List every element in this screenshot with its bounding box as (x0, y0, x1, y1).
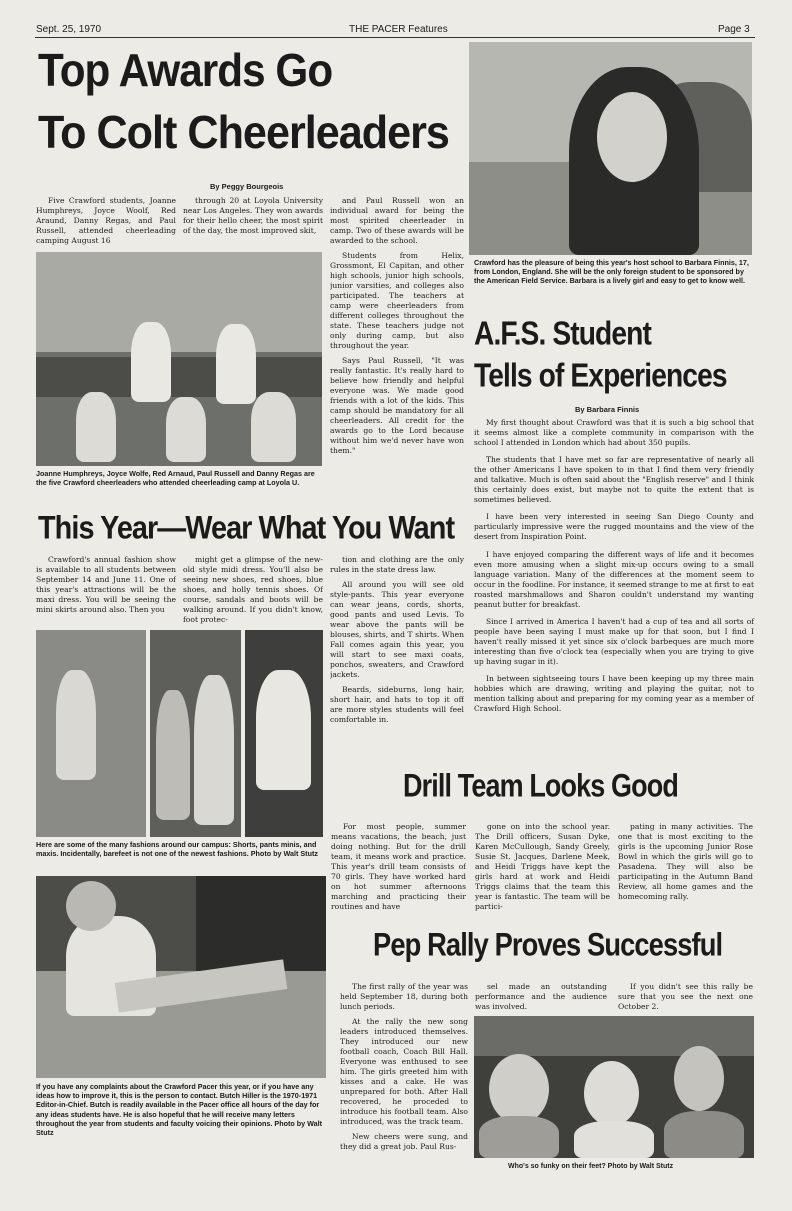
pep-col1: The first rally of the year was held September 18, during both lunch periods. At the rally the new song leaders introduced themselves. They introduced our new football coach, Coach Bill Hall. Everyone was enthused to see him. The girls greeted him with kisses and a cake. He was unprepared for both. After Hall recovered, he proceded to introduce his football team. Also introduced, was the track team. New cheers were sung, and they did a great job. Paul Rus- (340, 982, 468, 1152)
host-caption: Crawford has the pleasure of being this year's host school to Barbara Finnis, 17, from London, England. She will be the only foreign student to be sponsored by the American Field Service. Barbara is a lively girl and easy to get to know well. (474, 258, 749, 286)
fashion-caption: Here are some of the many fashions around our campus: Shorts, pants minis, and maxis. Incidentally, barefeet is not one of the newest fashions. Photo by Walt Stutz (36, 840, 318, 859)
drill-col1: For most people, summer means vacations, the beach, just doing nothing. But for the drill team, it means work and practice. This year's drill team consists of 70 girls. They have worked hard on hot summer afternoons marching and practicing their routines and have (331, 822, 466, 912)
pep-rally-photo (474, 1016, 754, 1158)
barbara-finnis-photo (469, 42, 752, 255)
cheer-headline-2: To Colt Cheerleaders (38, 106, 449, 159)
editor-caption: If you have any complaints about the Crawford Pacer this year, or if you have any ideas how to improve it, this is the person to contact. Butch Hiller is the 1970-1971 Editor-in-Chief. Butch is readily available in the Pacer office all hours of the day for any ideas students have. He is also hopeful that he will receive many letters throughout the year from students and faculty voicing their opinions. Photo by Walt Stutz (36, 1082, 323, 1138)
issue-date: Sept. 25, 1970 (36, 24, 102, 35)
cheer-col2: through 20 at Loyola University near Los Angeles. They won awards for their hello cheer, the most spirit of the day, the most improved skit, (183, 196, 323, 236)
afs-headline-2: Tells of Experiences (474, 355, 727, 394)
pep-col3: If you didn't see this rally be sure that you see the next one October 2. (618, 982, 753, 1012)
page-number: Page 3 (718, 24, 750, 35)
cheer-headline-1: Top Awards Go (38, 44, 333, 97)
pep-col2: sel made an outstanding performance and the audience was involved. (475, 982, 607, 1012)
afs-headline-1: A.F.S. Student (474, 313, 651, 352)
drill-col2: gone on into the school year. The Drill officers, Susan Dyke, Karen McCullough, Sandy Greely, Susie St. Jacques, Darlene Meek, and Heidi Triggs have kept the girls hard at work and Heidi Triggs claims that the team this year is fantastic. The team will be partici- (475, 822, 610, 912)
fashion-headline: This Year—Wear What You Want (38, 508, 455, 546)
section-title: THE PACER Features (349, 24, 448, 35)
fashion-col2: might get a glimpse of the new-old style midi dress. You'll also be seeing new shoes, red shoes, blue shoes, and holly tennis shoes. Of course, sandals and boots will be walking around. If you didn't know, foot protec- (183, 555, 323, 625)
fashion-photo (36, 630, 323, 837)
drill-headline: Drill Team Looks Good (403, 766, 678, 804)
pep-caption: Who's so funky on their feet? Photo by Walt Stutz (508, 1163, 674, 1170)
drill-col3: pating in many activities. The one that is most exciting to the girls is the upcoming Junior Rose Bowl in which the girls will go to Pasadena. They will also be participating in the Autumn Band Review, all home games and the homecoming rally. (618, 822, 753, 902)
cheer-byline: By Peggy Bourgeois (210, 182, 284, 191)
fashion-col3: tion and clothing are the only rules in the state dress law. All around you will see old style-pants. This year everyone can wear jeans, cords, shorts, good pants and used Levis. To wear above the pants will be blouses, shirts, and T shirts. When Fall comes again this year, you will start to see maxi coats, ponchos, sweaters, and Crawford jackets. Beards, sideburns, long hair, short hair, and hats to top it off are more styles students will feel comfortable in. (330, 555, 464, 725)
afs-byline: By Barbara Finnis (575, 405, 640, 414)
cheer-col3: and Paul Russell won an individual award for being the most spirited cheerleader in camp. Two of these awards will be awarded to the school. Students from Helix, Grossmont, El Capitan, and other high schools, junior high schools, junior varsities, and colleges also participated. The teachers at camp were cheerleaders from different colleges throughout the state. These teachers judge not only during camp, but also throughout the year. Says Paul Russell, "It was really fantastic. It's really hard to believe how friendly and helpful everyone was. We made good friends with a lot of the kids. This camp should be mandatory for all cheerleaders. All credit for the awards go to the Lord because without him we'd never have won them." (330, 196, 464, 456)
header-rule (35, 37, 755, 38)
editor-photo (36, 876, 326, 1078)
fashion-col1: Crawford's annual fashion show is available to all students between September 14 and June 11. One of this year's attractions will be the maxi dress. You will be seeing the mini skirts around also. Then you (36, 555, 176, 615)
cheer-caption: Joanne Humphreys, Joyce Wolfe, Red Arnaud, Paul Russell and Danny Regas are the five Crawford cheerleaders who attended cheerleading camp at Loyola U. (36, 469, 315, 488)
afs-body: My first thought about Crawford was that it is such a big school that it seems almost like a complete community in comparison with the school I attended in London which had about 350 pupils. The students that I have met so far are representative of nearly all the other Americans I have spoken to in that I find them very friendly and talkative. Much is often said about the "English reserve" and I think this certainly does exist, but maybe not to quite the extent that is sometimes believed. I have been very interested in seeing San Diego County and particularly impressive were the rugged mountains and the view of the desert from Inspiration Point. I have enjoyed comparing the different ways of life and it becomes even more amusing when a slight mix-up occurs owing to a small language variation. Many of the differences at the moment seem to occur in the foodline. For instance, it seemed strange to me at first to eat roasted marshmallows and Sharon couldn't understand my wanting peanut butter for breakfast. Since I arrived in America I haven't had a cup of tea and all sorts of people have been saying I must make up for that soon, but I find I haven't really missed it yet since six o'clock barbeques are much more interesting than five o'clock tea (especially when you are trying to give up having sugar in it). In between sightseeing tours I have been keeping up my three main hobbies which are drawing, writing and playing the guitar, not to mention talking about and preparing for my coming year as a member of Crawford High School. (474, 418, 754, 714)
pep-headline: Pep Rally Proves Successful (373, 925, 723, 963)
cheer-col1: Five Crawford students, Joanne Humphreys, Joyce Woolf, Red Araund, Danny Regas, and Paul Russell, attended cheerleading camping August 16 (36, 196, 176, 246)
cheerleaders-photo (36, 252, 322, 466)
